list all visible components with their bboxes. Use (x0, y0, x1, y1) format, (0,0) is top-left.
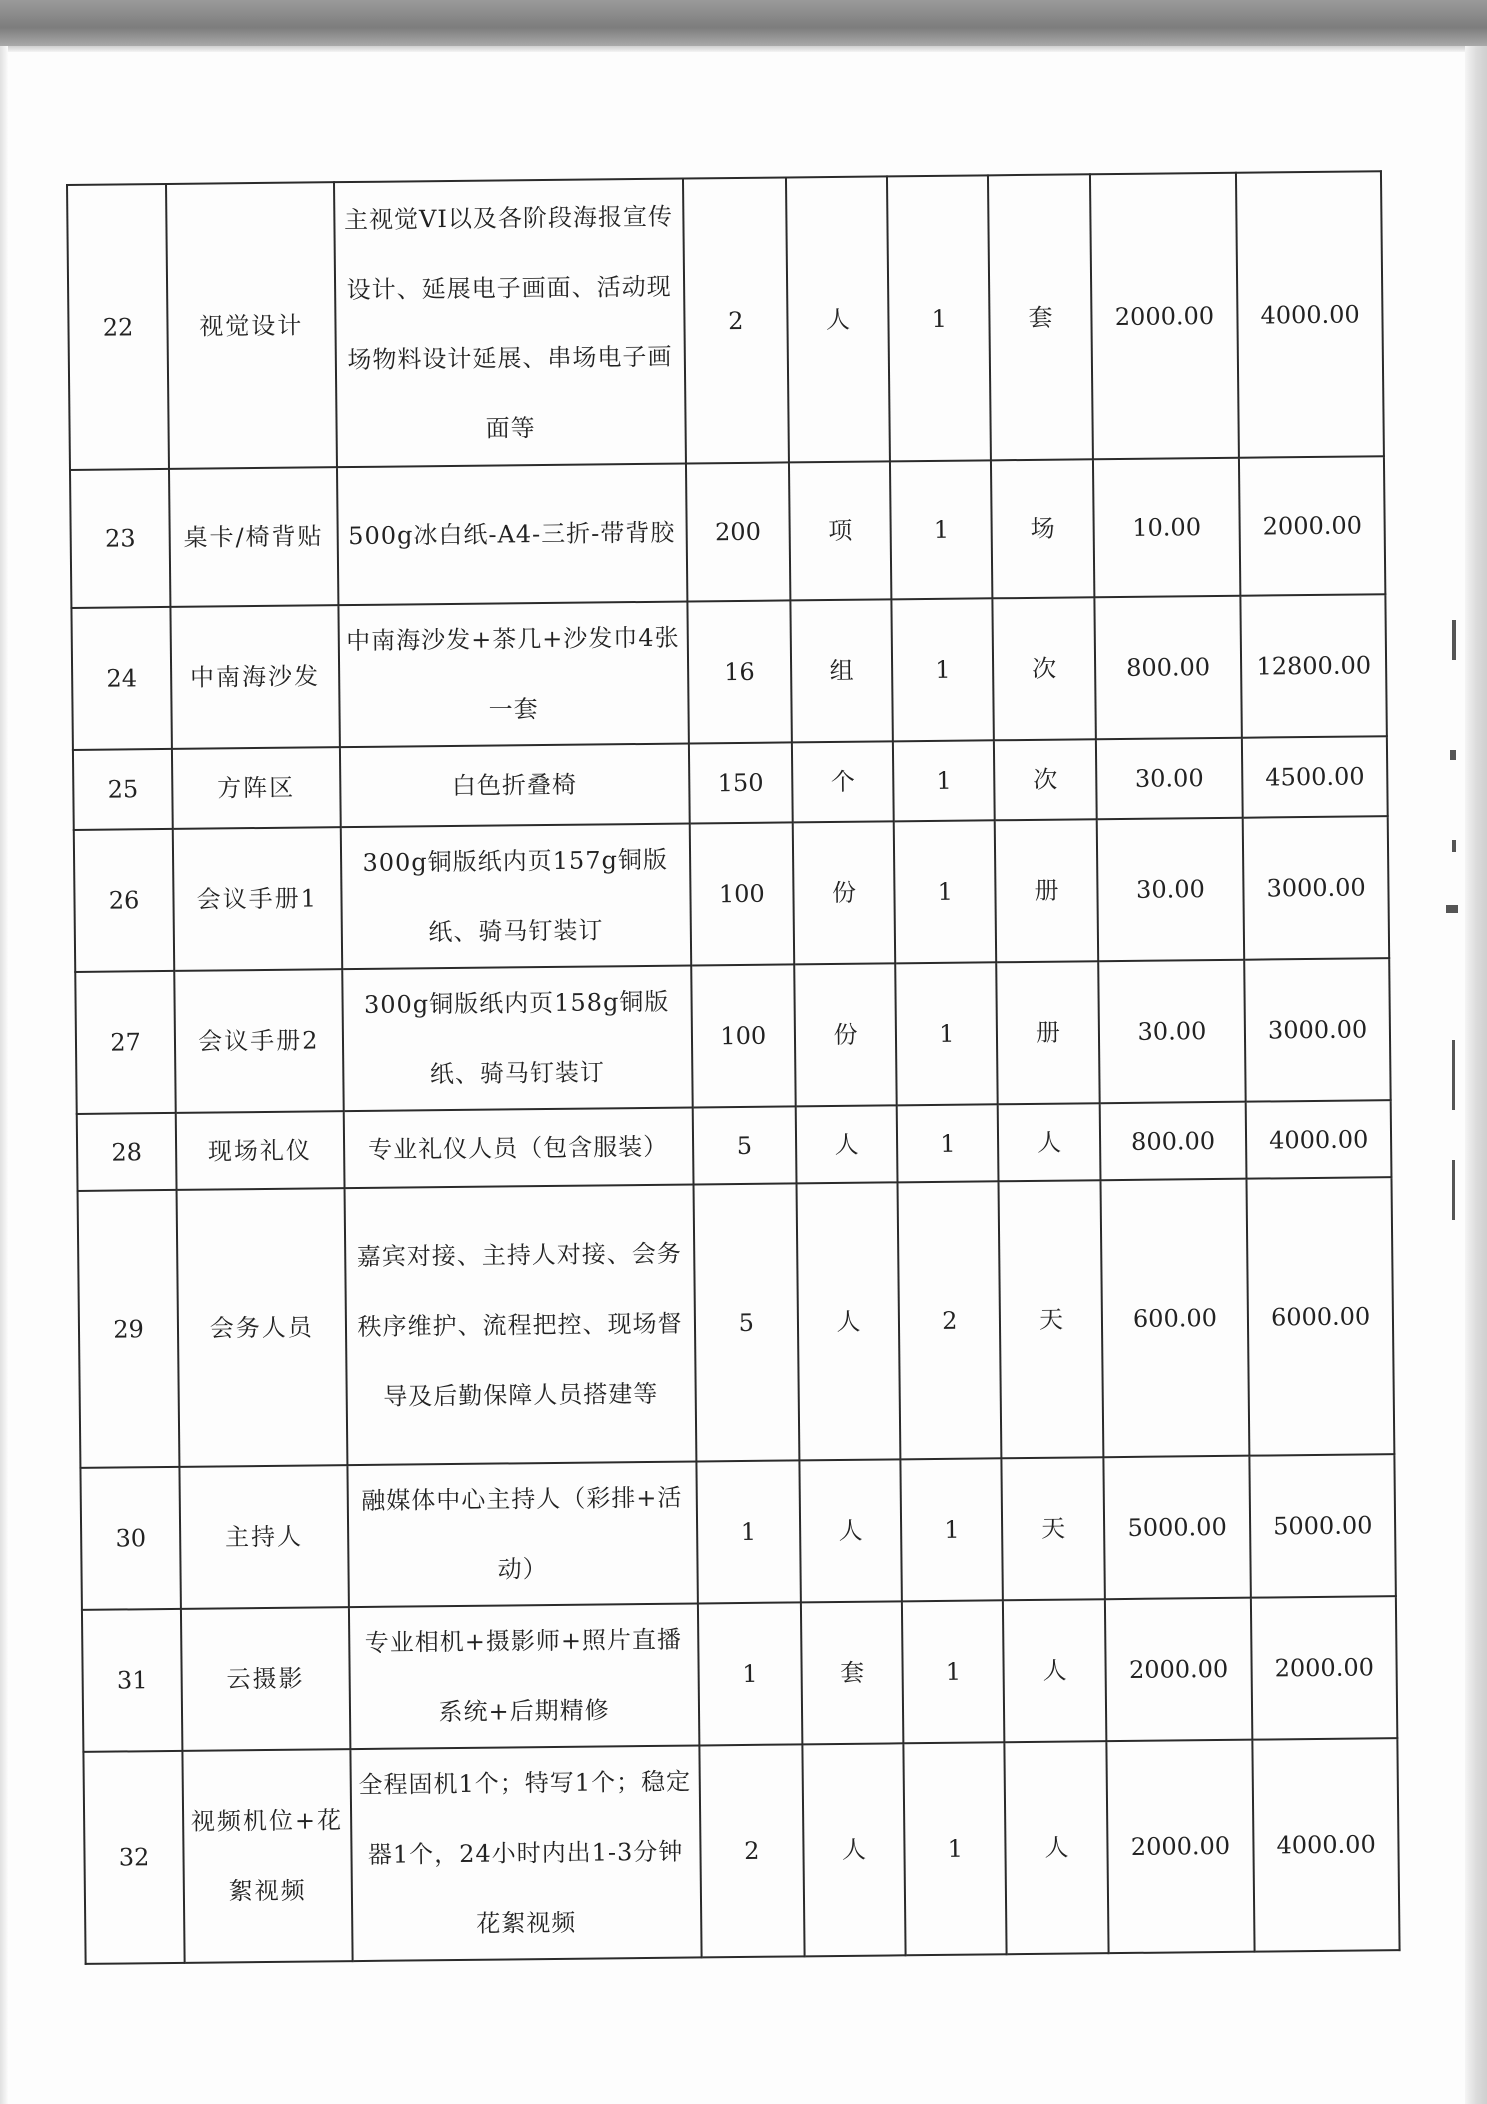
row-number-cell: 28 (77, 1113, 177, 1191)
times-cell: 1 (904, 1742, 1007, 1955)
times-unit-cell: 场 (991, 459, 1094, 598)
item-name-cell: 视觉设计 (166, 182, 336, 469)
scan-margin-mark (1450, 750, 1456, 760)
table-body (67, 171, 1400, 1964)
unit-price-cell: 30.00 (1096, 738, 1244, 820)
quantity-unit-cell: 套 (801, 1601, 904, 1744)
row-number-cell: 32 (83, 1751, 184, 1964)
table-row (77, 1100, 1392, 1191)
table-row (73, 736, 1388, 830)
quantity-unit-cell: 人 (786, 176, 890, 462)
times-unit-cell: 套 (988, 174, 1092, 460)
quantity-unit-cell: 人 (799, 1459, 902, 1602)
spec-cell: 白色折叠椅 (339, 744, 689, 828)
row-number-cell: 31 (82, 1609, 183, 1752)
table-row (82, 1596, 1397, 1752)
row-number-cell: 22 (67, 184, 169, 470)
spec-cell: 专业相机+摄影师+照片直播系统+后期精修 (348, 1603, 699, 1749)
times-cell: 1 (895, 962, 998, 1105)
unit-price-cell: 600.00 (1100, 1179, 1250, 1458)
times-unit-cell: 次 (993, 597, 1096, 740)
item-name-cell: 主持人 (180, 1465, 349, 1609)
unit-price-cell: 30.00 (1098, 960, 1246, 1104)
scan-left-edge (0, 46, 8, 2104)
table-row (75, 958, 1390, 1114)
quantity-cell: 5 (693, 1183, 799, 1461)
table-row (71, 594, 1386, 750)
total-price-cell: 4500.00 (1242, 736, 1387, 818)
times-cell: 1 (901, 1458, 1004, 1601)
table-row (74, 816, 1389, 972)
spec-cell: 300g铜版纸内页158g铜版纸、骑马钉装订 (342, 965, 693, 1111)
spec-cell: 专业礼仪人员（包含服装） (343, 1107, 693, 1188)
times-cell: 1 (902, 1600, 1005, 1743)
total-price-cell: 4000.00 (1236, 171, 1384, 457)
item-name-cell: 会议手册1 (173, 827, 342, 971)
total-price-cell: 2000.00 (1239, 456, 1385, 596)
quantity-cell: 150 (689, 742, 793, 823)
total-price-cell: 2000.00 (1251, 1596, 1397, 1740)
spec-cell: 融媒体中心主持人（彩排+活动） (347, 1461, 698, 1607)
unit-price-cell: 2000.00 (1106, 1740, 1255, 1954)
item-name-cell: 桌卡/椅背贴 (169, 467, 338, 607)
times-cell: 2 (898, 1181, 1002, 1459)
quantity-cell: 200 (686, 462, 791, 601)
table-row (83, 1738, 1399, 1964)
row-number-cell: 25 (73, 749, 173, 830)
item-name-cell: 云摄影 (181, 1607, 350, 1751)
total-price-cell: 4000.00 (1253, 1738, 1400, 1952)
table-row (80, 1454, 1395, 1610)
quantity-cell: 100 (689, 822, 794, 965)
row-number-cell: 23 (70, 469, 171, 608)
quantity-unit-cell: 人 (802, 1743, 905, 1956)
times-unit-cell: 册 (997, 961, 1100, 1104)
quantity-cell: 16 (687, 600, 792, 743)
item-name-cell: 会务人员 (177, 1188, 347, 1467)
total-price-cell: 4000.00 (1246, 1100, 1391, 1179)
times-unit-cell: 天 (999, 1180, 1103, 1458)
total-price-cell: 12800.00 (1241, 594, 1387, 738)
quantity-unit-cell: 个 (792, 741, 894, 822)
row-number-cell: 30 (80, 1467, 181, 1610)
scan-top-border (0, 0, 1487, 46)
quantity-unit-cell: 人 (796, 1182, 900, 1460)
quantity-unit-cell: 份 (793, 821, 896, 964)
quantity-cell: 5 (692, 1106, 796, 1184)
unit-price-cell: 10.00 (1093, 458, 1241, 598)
item-name-cell: 现场礼仪 (176, 1111, 344, 1190)
quantity-cell: 1 (698, 1602, 803, 1745)
quantity-cell: 2 (699, 1744, 805, 1957)
times-unit-cell: 册 (995, 819, 1098, 962)
spec-cell: 500g冰白纸-A4-三折-带背胶 (336, 464, 687, 606)
times-cell: 1 (887, 175, 991, 461)
unit-price-cell: 30.00 (1096, 818, 1244, 962)
times-unit-cell: 天 (1002, 1457, 1105, 1600)
times-cell: 1 (890, 460, 993, 599)
scan-margin-mark (1446, 905, 1458, 913)
item-name-cell: 会议手册2 (174, 969, 343, 1113)
row-number-cell: 24 (71, 607, 172, 750)
row-number-cell: 26 (74, 829, 175, 972)
row-number-cell: 27 (75, 971, 176, 1114)
total-price-cell: 3000.00 (1243, 816, 1389, 960)
times-cell: 1 (892, 598, 995, 741)
unit-price-cell: 5000.00 (1103, 1456, 1251, 1600)
times-cell: 1 (893, 740, 995, 821)
unit-price-cell: 2000.00 (1105, 1598, 1253, 1742)
unit-price-cell: 800.00 (1094, 596, 1242, 740)
spec-cell: 主视觉VI以及各阶段海报宣传设计、延展电子画面、活动现场物料设计延展、串场电子画面等 (333, 179, 685, 468)
quotation-table (66, 170, 1401, 1965)
scan-margin-mark (1452, 620, 1456, 660)
times-unit-cell: 次 (994, 739, 1096, 820)
table-row (67, 171, 1384, 470)
total-price-cell: 5000.00 (1250, 1454, 1396, 1598)
scan-right-edge (1465, 46, 1487, 2104)
times-cell: 1 (894, 820, 997, 963)
spec-cell: 300g铜版纸内页157g铜版纸、骑马钉装订 (340, 824, 691, 970)
total-price-cell: 3000.00 (1245, 958, 1391, 1102)
scan-margin-mark (1452, 840, 1456, 852)
spec-cell: 中南海沙发+茶几+沙发巾4张一套 (338, 602, 689, 748)
scan-margin-mark (1452, 1160, 1455, 1220)
quantity-cell: 1 (696, 1460, 801, 1603)
times-cell: 1 (897, 1104, 999, 1182)
item-name-cell: 视频机位+花絮视频 (183, 1749, 353, 1963)
unit-price-cell: 2000.00 (1090, 173, 1240, 460)
quantity-cell: 2 (683, 177, 789, 463)
item-name-cell: 中南海沙发 (171, 605, 340, 749)
times-unit-cell: 人 (998, 1103, 1100, 1181)
quantity-cell: 100 (691, 964, 796, 1107)
times-unit-cell: 人 (1003, 1599, 1106, 1742)
unit-price-cell: 800.00 (1099, 1102, 1246, 1181)
item-name-cell: 方阵区 (172, 747, 340, 829)
quantity-unit-cell: 组 (790, 599, 893, 742)
scan-margin-mark (1452, 1040, 1455, 1110)
quantity-unit-cell: 份 (794, 963, 897, 1106)
total-price-cell: 6000.00 (1247, 1177, 1395, 1455)
row-number-cell: 29 (78, 1190, 180, 1468)
quantity-unit-cell: 人 (796, 1105, 898, 1183)
times-unit-cell: 人 (1005, 1741, 1108, 1954)
table-row (70, 456, 1385, 608)
table-row (78, 1177, 1395, 1468)
scan-top-edge (0, 46, 1487, 52)
quantity-unit-cell: 项 (789, 461, 892, 600)
spec-cell: 嘉宾对接、主持人对接、会务秩序维护、流程把控、现场督导及后勤保障人员搭建等 (344, 1184, 696, 1465)
spec-cell: 全程固机1个；特写1个；稳定器1个，24小时内出1-3分钟花絮视频 (350, 1745, 701, 1961)
